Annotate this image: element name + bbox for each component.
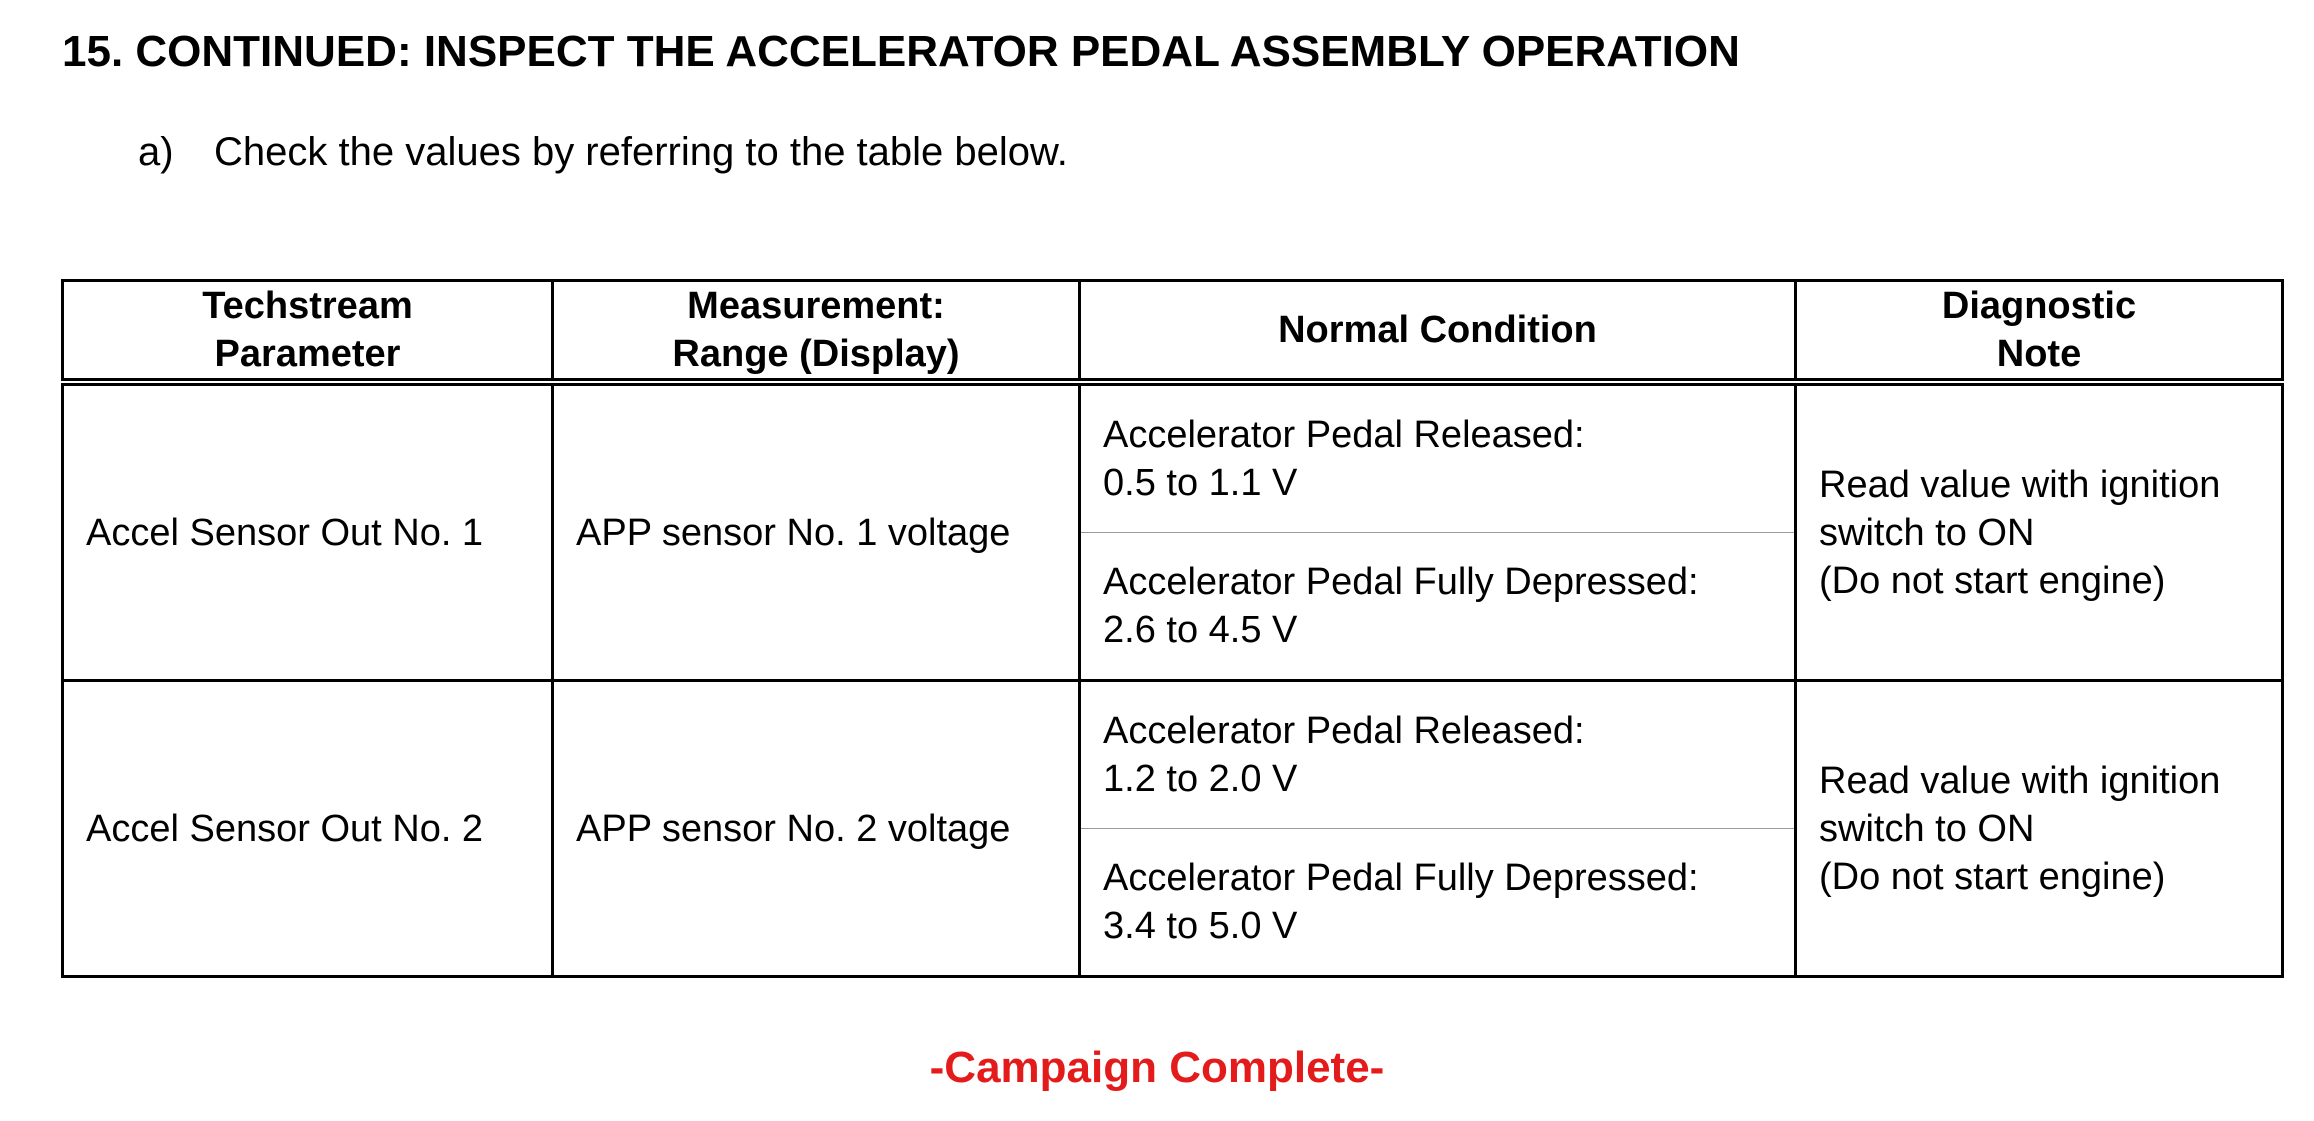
depressed-value: 3.4 to 5.0 V [1103, 905, 1298, 947]
depressed-label: Accelerator Pedal Fully Depressed: [1103, 857, 1699, 899]
header-diagnostic-note: Diagnostic Note [1796, 281, 2283, 383]
campaign-complete-footer: -Campaign Complete- [929, 1043, 1385, 1092]
parameter-cell: Accel Sensor Out No. 1 [63, 382, 553, 681]
measurement-cell: APP sensor No. 1 voltage [553, 382, 1080, 681]
depressed-condition-cell [1080, 533, 1796, 681]
released-condition-cell [1080, 681, 1796, 829]
diagnostic-note-cell: Read value with ignition switch to ON (Do not start engine) [1796, 382, 2283, 681]
inspection-table [61, 279, 2284, 978]
released-label: Accelerator Pedal Released: [1103, 710, 1585, 752]
diagnostic-note-cell: Read value with ignition switch to ON (Do not start engine) [1796, 681, 2283, 977]
released-value: 0.5 to 1.1 V [1103, 462, 1298, 504]
header-normal-condition: Normal Condition [1080, 281, 1796, 383]
table-row [63, 382, 2283, 533]
depressed-label: Accelerator Pedal Fully Depressed: [1103, 561, 1699, 603]
step-label: a) [138, 130, 174, 174]
released-label: Accelerator Pedal Released: [1103, 414, 1585, 456]
page-heading: 15. CONTINUED: INSPECT THE ACCELERATOR PEDAL ASSEMBLY OPERATION [62, 27, 1740, 76]
step-text: Check the values by referring to the table below. [214, 130, 1068, 174]
released-condition-cell [1080, 382, 1796, 533]
parameter-cell: Accel Sensor Out No. 2 [63, 681, 553, 977]
step-instruction [138, 126, 1068, 178]
depressed-value: 2.6 to 4.5 V [1103, 609, 1298, 651]
header-measurement-range: Measurement: Range (Display) [553, 281, 1080, 383]
table-header-row [63, 281, 2283, 383]
header-techstream-parameter: Techstream Parameter [63, 281, 553, 383]
table-row [63, 681, 2283, 829]
depressed-condition-cell [1080, 829, 1796, 977]
released-value: 1.2 to 2.0 V [1103, 758, 1298, 800]
measurement-cell: APP sensor No. 2 voltage [553, 681, 1080, 977]
